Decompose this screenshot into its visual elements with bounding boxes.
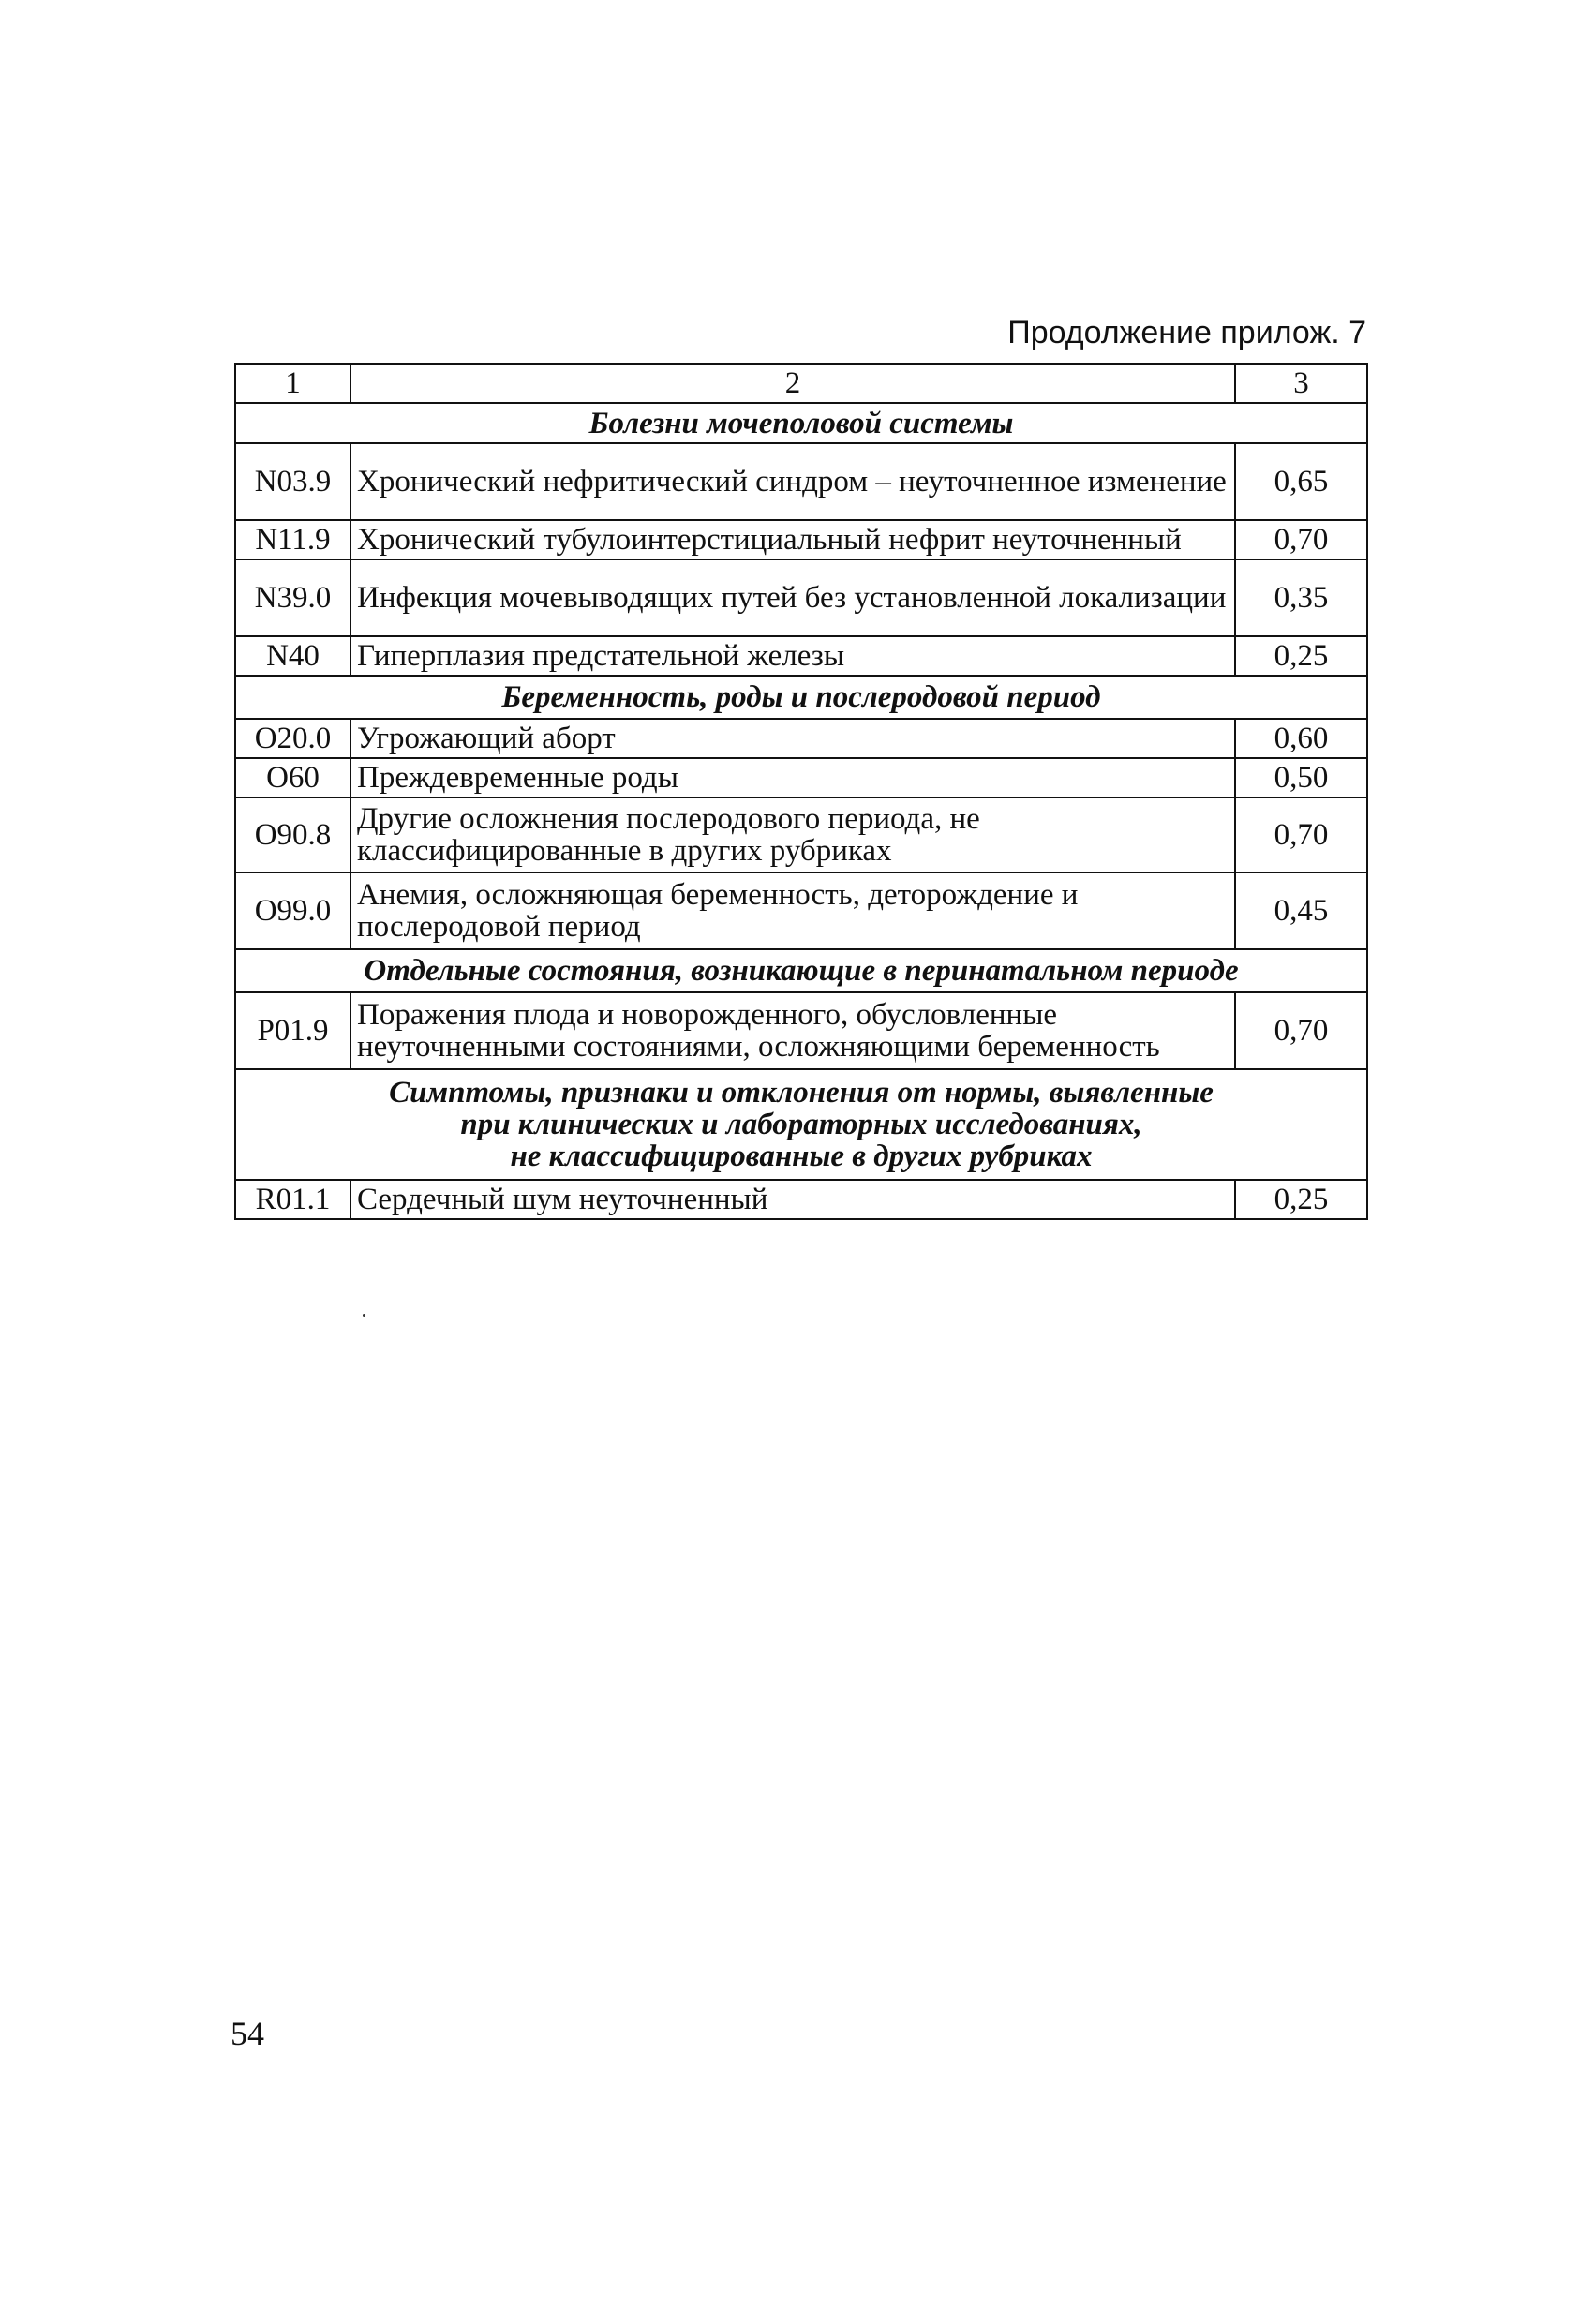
diagnosis-description: Инфекция мочевыводящих путей без установленной локализации: [350, 559, 1235, 636]
coefficient-value: 0,25: [1235, 1180, 1367, 1219]
coefficient-value: 0,25: [1235, 636, 1367, 676]
table-row: [235, 443, 1367, 520]
coefficient-value: 0,45: [1235, 872, 1367, 949]
section-title-line: Болезни мочеполовой системы: [588, 406, 1014, 440]
diagnosis-code: O20.0: [235, 719, 350, 758]
diagnosis-code: N11.9: [235, 520, 350, 559]
table-row: [235, 520, 1367, 559]
section-title: [235, 403, 1367, 443]
scan-speck: [363, 1314, 365, 1317]
table-row: [235, 797, 1367, 872]
table-row: [235, 1180, 1367, 1219]
coefficient-value: 0,70: [1235, 992, 1367, 1069]
column-number-row: [235, 364, 1367, 403]
diagnosis-code: N03.9: [235, 443, 350, 520]
section-header-row: [235, 1069, 1367, 1180]
table-row: [235, 559, 1367, 636]
diagnosis-code: N40: [235, 636, 350, 676]
column-number: 2: [350, 364, 1235, 403]
table-row: [235, 992, 1367, 1069]
table-row: [235, 636, 1367, 676]
table-row: [235, 719, 1367, 758]
coefficient-value: 0,70: [1235, 520, 1367, 559]
diagnosis-description: Гиперплазия предстательной железы: [350, 636, 1235, 676]
diagnosis-code: N39.0: [235, 559, 350, 636]
table-row: [235, 758, 1367, 797]
diagnosis-description: Преждевременные роды: [350, 758, 1235, 797]
coefficient-value: 0,60: [1235, 719, 1367, 758]
diagnosis-code: O99.0: [235, 872, 350, 949]
diagnosis-description: Хронический тубулоинтерстициальный нефрит неуточненный: [350, 520, 1235, 559]
column-number: 3: [1235, 364, 1367, 403]
diagnosis-code: O90.8: [235, 797, 350, 872]
table-caption: Продолжение прилож. 7: [1007, 315, 1366, 350]
diagnosis-description: Сердечный шум неуточненный: [350, 1180, 1235, 1219]
coefficient-value: 0,35: [1235, 559, 1367, 636]
coefficient-value: 0,70: [1235, 797, 1367, 872]
diagnosis-description: Поражения плода и новорожденного, обусловленные неуточненными состояниями, осложняющими беременность: [350, 992, 1235, 1069]
diagnosis-code: O60: [235, 758, 350, 797]
section-title-line: не классифицированные в других рубриках: [510, 1140, 1093, 1173]
section-title-line: Беременность, роды и послеродовой период: [501, 680, 1101, 714]
section-header-row: [235, 949, 1367, 992]
section-title: [235, 1069, 1367, 1180]
coefficient-value: 0,65: [1235, 443, 1367, 520]
section-header-row: [235, 403, 1367, 443]
page-number: 54: [231, 2015, 264, 2052]
diagnosis-description: Анемия, осложняющая беременность, деторождение и послеродовой период: [350, 872, 1235, 949]
diagnosis-description: Хронический нефритический синдром – неуточненное изменение: [350, 443, 1235, 520]
diagnosis-description: Угрожающий аборт: [350, 719, 1235, 758]
section-title-line: Отдельные состояния, возникающие в перинатальном периоде: [364, 954, 1239, 988]
section-title-line: Симптомы, признаки и отклонения от нормы, выявленные: [389, 1076, 1214, 1110]
diagnosis-code: R01.1: [235, 1180, 350, 1219]
column-number: 1: [235, 364, 350, 403]
section-title: [235, 949, 1367, 992]
coefficient-value: 0,50: [1235, 758, 1367, 797]
section-header-row: [235, 676, 1367, 719]
section-title-line: при клинических и лабораторных исследованиях,: [460, 1108, 1142, 1141]
section-title: [235, 676, 1367, 719]
table-row: [235, 872, 1367, 949]
diagnosis-description: Другие осложнения послеродового периода, не классифицированные в других рубриках: [350, 797, 1235, 872]
diagnosis-code: P01.9: [235, 992, 350, 1069]
icd-coefficient-table: [234, 363, 1368, 1220]
